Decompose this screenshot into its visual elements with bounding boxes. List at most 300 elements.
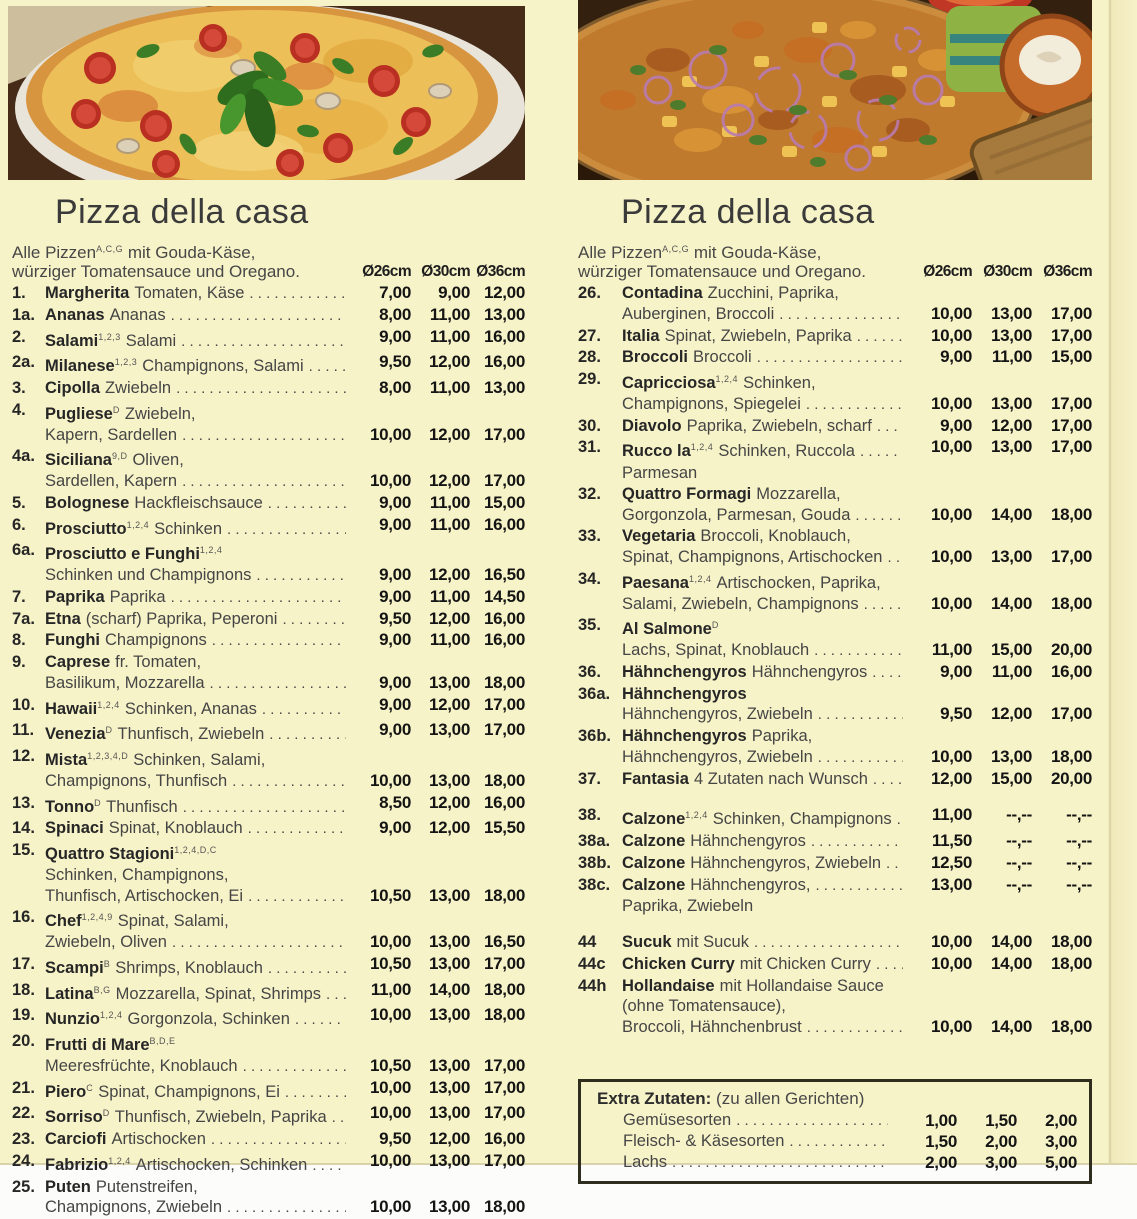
menu-item-line	[578, 463, 1092, 484]
item-text	[45, 865, 351, 886]
dot-leader	[183, 798, 346, 819]
item-text	[45, 720, 351, 746]
item-description: Gemüsesorten	[623, 1110, 732, 1129]
item-name: Latina$^{B,G}$	[45, 984, 111, 1003]
item-price: 12,50	[930, 852, 972, 872]
menu-item-line	[593, 1131, 1077, 1152]
item-name: Prosciutto e Funghi$^{1,2,4}$	[45, 545, 223, 564]
item-name: Ananas	[45, 305, 105, 324]
menu-item-line	[578, 505, 1092, 527]
dot-leader	[672, 1152, 888, 1173]
item-price: 15,50	[483, 818, 525, 838]
item-text	[45, 954, 351, 980]
menu-item-line	[578, 394, 1092, 416]
menu-item-line	[12, 587, 525, 609]
item-name: Paprika	[45, 587, 105, 606]
item-price	[1032, 896, 1092, 917]
item-price: 10,00	[369, 1005, 411, 1025]
item-text	[622, 662, 908, 684]
item-price: --,--	[1006, 874, 1032, 894]
item-price: 11,00	[991, 661, 1032, 681]
item-number: 21.	[12, 1078, 35, 1097]
item-text	[622, 283, 908, 304]
item-price: 17,00	[1050, 325, 1092, 345]
item-price: 15,00	[990, 768, 1032, 788]
item-description: Champignons, Zwiebeln	[45, 1198, 223, 1217]
item-text	[622, 704, 908, 726]
item-number: 22.	[12, 1104, 35, 1123]
item-price: 17,00	[483, 471, 525, 490]
dot-leader	[171, 588, 346, 609]
menu-item-line	[12, 493, 525, 515]
dot-leader	[182, 426, 346, 447]
allergen-superscript: 1,2,4	[685, 810, 708, 821]
item-price: 9,00	[379, 672, 411, 692]
item-price: 16,00	[483, 630, 525, 650]
item-text	[45, 818, 351, 840]
menu-item-line	[12, 352, 525, 378]
item-number: 2a.	[12, 353, 35, 372]
item-price: 18,00	[483, 1005, 525, 1025]
item-text	[45, 746, 351, 771]
menu-item-line	[12, 446, 525, 471]
item-number	[12, 471, 45, 493]
item-text	[45, 886, 351, 908]
item-description: Champignons, Spiegelei	[622, 394, 801, 413]
extra-box-rows	[593, 1110, 1077, 1173]
menu-item-line	[578, 594, 1092, 616]
item-price: 17,00	[1050, 547, 1092, 566]
item-price	[908, 896, 972, 917]
item-number: 33.	[578, 527, 601, 546]
dot-leader	[181, 332, 346, 353]
menu-item-line	[578, 976, 1092, 997]
item-price: 10,00	[930, 437, 972, 457]
item-price: 18,00	[1050, 1017, 1092, 1036]
item-description: Schinken und Champignons	[45, 566, 252, 584]
item-price: 1,50	[985, 1110, 1017, 1130]
item-number: 14.	[12, 819, 35, 838]
item-text	[45, 932, 351, 954]
item-price: 12,00	[990, 415, 1032, 435]
item-name: Al Salmone$^D$	[622, 620, 719, 639]
item-price: 17,00	[1050, 393, 1092, 413]
item-name: Calzone	[622, 832, 686, 850]
menu-group	[12, 283, 525, 1219]
item-price: 13,00	[990, 547, 1032, 566]
item-price: 9,00	[379, 565, 411, 584]
pizza-photo-left	[8, 6, 525, 180]
item-name: Hawaii$^{1,2,4}$	[45, 699, 120, 718]
item-price: 9,00	[379, 514, 411, 534]
item-price: 11,00	[991, 347, 1032, 367]
subtitle-text: mit Gouda-Käse,	[689, 243, 822, 262]
dot-leader	[872, 663, 903, 684]
dot-leader	[212, 631, 346, 652]
menu-item-line	[578, 684, 1092, 705]
item-price: 10,00	[930, 303, 972, 323]
item-price: 16,00	[483, 352, 525, 372]
menu-item-line	[12, 793, 525, 819]
item-price	[411, 840, 470, 865]
menu-item-line	[12, 886, 525, 908]
item-description: Schinken,	[743, 374, 816, 392]
item-price: 13,00	[483, 378, 525, 397]
item-text	[45, 565, 351, 587]
item-price	[908, 684, 972, 705]
item-price: 12,00	[990, 704, 1032, 724]
item-price	[1032, 484, 1092, 505]
item-description: Schinken, Ananas	[124, 699, 257, 718]
dot-leader	[818, 705, 903, 726]
item-price	[972, 684, 1032, 705]
item-number: 1.	[12, 284, 26, 302]
item-price	[908, 369, 972, 394]
item-description: Schinken, Champignons,	[45, 865, 229, 884]
item-description: Lachs, Spinat, Knoblauch	[622, 641, 810, 659]
item-name: Margherita	[45, 284, 130, 302]
item-description: Schinken, Ruccola	[718, 442, 855, 461]
item-price	[470, 907, 525, 932]
item-price: 13,00	[990, 746, 1032, 766]
allergen-superscript: D	[112, 404, 120, 415]
item-number: 6a.	[12, 541, 35, 560]
item-price	[411, 540, 470, 565]
item-description: Mozzarella, Spinat, Shrimps	[115, 984, 322, 1003]
item-price	[470, 446, 525, 471]
item-price	[411, 446, 470, 471]
item-price	[351, 540, 411, 565]
subtitle-text: mit Gouda-Käse,	[123, 243, 256, 262]
item-price	[411, 746, 470, 771]
item-name: Cipolla	[45, 379, 101, 397]
item-price: --,--	[1006, 805, 1032, 825]
item-price: 12,00	[428, 565, 470, 584]
item-price	[1032, 369, 1092, 394]
margherita-pizza-image	[8, 6, 525, 180]
item-number: 37.	[578, 769, 601, 788]
menu-item-line	[12, 327, 525, 353]
item-text	[45, 793, 351, 819]
item-price: 12,00	[428, 608, 470, 628]
item-price: 18,00	[483, 672, 525, 692]
item-number: 36b.	[578, 727, 612, 745]
menu-item-line	[12, 932, 525, 954]
item-number	[578, 547, 622, 569]
item-number	[578, 896, 622, 917]
item-price: 10,00	[930, 325, 972, 345]
item-price: 20,00	[1050, 640, 1092, 659]
size-header-36cm: Ø36cm	[1043, 263, 1092, 280]
item-number: 30.	[578, 416, 601, 435]
menu-item-line	[12, 840, 525, 865]
item-price: 18,00	[1050, 932, 1092, 951]
allergen-superscript: C	[86, 1082, 94, 1093]
item-name: Broccoli	[622, 348, 689, 367]
onion-pineapple-pizza-image	[578, 0, 1092, 180]
item-text	[45, 652, 351, 673]
allergen-superscript: 1,2,4	[126, 519, 150, 530]
item-price	[351, 446, 411, 471]
menu-item-line	[12, 1005, 525, 1031]
item-price: 13,00	[930, 874, 972, 894]
item-text	[45, 673, 351, 695]
item-price	[1032, 615, 1092, 640]
item-price: 16,00	[483, 514, 525, 534]
allergen-superscript: 1,2,4	[100, 1010, 123, 1021]
item-price: 14,00	[990, 593, 1032, 613]
menu-item-line	[578, 726, 1092, 747]
item-price: 18,00	[483, 979, 525, 999]
dot-leader	[182, 472, 346, 493]
item-text	[45, 1078, 351, 1104]
item-description: Meeresfrüchte, Knoblauch	[45, 1056, 238, 1075]
menu-item-line	[12, 1078, 525, 1104]
item-number	[12, 771, 45, 793]
dot-leader	[282, 610, 346, 631]
item-name: Salami$^{1,2,3}$	[45, 331, 121, 350]
item-number: 9.	[12, 653, 26, 671]
item-price	[351, 652, 411, 673]
item-description: Hähnchengyros,	[690, 875, 811, 894]
allergen-superscript: 1,2,4,9	[81, 912, 113, 923]
item-text	[45, 1031, 351, 1056]
item-description: Spinat, Champignons, Artischocken	[622, 548, 883, 566]
item-text	[45, 471, 351, 493]
item-price: 10,00	[930, 547, 972, 566]
menu-item-line	[12, 652, 525, 673]
item-number: 31.	[578, 438, 601, 457]
item-text	[622, 416, 908, 438]
item-text	[45, 609, 351, 631]
item-price: --,--	[1006, 852, 1032, 872]
item-text	[622, 505, 908, 527]
menu-item-line	[578, 896, 1092, 917]
item-number	[578, 747, 622, 769]
menu-subtitle	[578, 240, 1092, 281]
item-price: 11,00	[370, 979, 411, 999]
item-name: Hähnchengyros	[622, 662, 747, 681]
item-price	[1032, 283, 1092, 304]
item-price: 10,00	[369, 471, 411, 490]
menu-item-line	[12, 720, 525, 746]
item-price	[972, 369, 1032, 394]
item-price: 1,50	[925, 1131, 957, 1151]
item-description: Basilikum, Mozzarella	[45, 673, 205, 692]
item-price: 13,00	[990, 393, 1032, 413]
item-text	[622, 853, 908, 875]
item-text	[622, 394, 908, 416]
item-text	[45, 980, 351, 1006]
item-number	[578, 394, 622, 416]
item-number: 36.	[578, 662, 601, 681]
item-price: 10,50	[369, 953, 411, 973]
menu-item-line	[12, 1177, 525, 1198]
item-description: Spinat, Salami,	[117, 912, 229, 931]
item-number: 23.	[12, 1130, 35, 1148]
item-price: 15,00	[1050, 347, 1092, 367]
dot-leader	[857, 327, 903, 348]
item-text	[622, 831, 908, 853]
item-number	[578, 505, 622, 527]
item-number	[12, 565, 45, 587]
item-text	[45, 1103, 351, 1129]
menu-item-line	[578, 437, 1092, 463]
menu-item-line	[578, 304, 1092, 326]
menu-item-line	[12, 378, 525, 400]
allergen-superscript: 1,2,4	[97, 699, 120, 710]
item-number	[578, 304, 622, 326]
menu-item-line	[12, 865, 525, 886]
item-price: 9,00	[379, 630, 411, 650]
menu-item-line	[12, 400, 525, 425]
item-price: 7,00	[379, 283, 411, 302]
item-price	[411, 1177, 470, 1198]
item-description: Artischocken, Paprika,	[716, 573, 881, 592]
item-price: 14,00	[990, 953, 1032, 973]
item-price: 17,00	[483, 424, 525, 444]
item-name: Caprese	[45, 653, 111, 671]
item-text	[622, 463, 908, 484]
item-text	[45, 378, 351, 400]
item-price: 16,00	[1050, 661, 1092, 681]
item-price	[908, 283, 972, 304]
item-price: 16,50	[483, 565, 525, 584]
item-price: 18,00	[483, 770, 525, 790]
item-text	[622, 726, 908, 747]
dot-leader	[818, 748, 903, 769]
item-name: Milanese$^{1,2,3}$	[45, 357, 138, 376]
dot-leader	[285, 1083, 346, 1104]
item-description: Salami, Zwiebeln, Champignons	[622, 594, 859, 613]
item-number: 18.	[12, 980, 35, 999]
item-text	[622, 747, 908, 769]
item-description: Broccoli	[693, 348, 752, 367]
item-text	[622, 684, 908, 705]
paper-edge-shading	[1112, 0, 1137, 1163]
dot-leader	[806, 395, 903, 416]
item-description: fr. Tomaten,	[115, 653, 202, 671]
item-number: 6.	[12, 515, 26, 534]
item-price	[411, 865, 470, 886]
menu-item-line	[578, 769, 1092, 791]
allergen-superscript: B,G	[93, 984, 111, 995]
item-price: 16,00	[483, 608, 525, 628]
dot-leader	[779, 305, 903, 326]
item-name: Vegetaria	[622, 527, 696, 546]
item-text	[622, 932, 908, 954]
item-price: 13,00	[990, 303, 1032, 323]
item-price: 13,00	[990, 437, 1032, 457]
menu-item-line	[578, 369, 1092, 394]
menu-item-line	[578, 932, 1092, 954]
item-description: Hähnchengyros, Zwiebeln	[622, 705, 813, 724]
menu-column-left	[12, 192, 525, 1219]
item-description: Zucchini, Paprika,	[707, 284, 839, 302]
dot-leader	[877, 417, 903, 438]
item-description: Lachs	[623, 1152, 668, 1171]
item-price	[351, 1177, 411, 1198]
item-name: Bolognese	[45, 493, 130, 512]
item-price	[972, 569, 1032, 594]
menu-item-line	[12, 954, 525, 980]
item-price: 14,00	[428, 979, 470, 999]
item-name: Tonno$^D$	[45, 797, 102, 816]
item-description: Schinken, Champignons	[712, 810, 892, 829]
item-description: Putenstreifen,	[95, 1177, 198, 1196]
item-price: 11,00	[429, 326, 470, 346]
size-header-30cm: Ø30cm	[983, 263, 1032, 280]
item-price: 12,00	[428, 694, 470, 714]
item-price	[908, 569, 972, 594]
menu-item-line	[12, 471, 525, 493]
menu-item-line	[12, 1103, 525, 1129]
dot-leader	[227, 520, 346, 541]
item-name: Chicken Curry	[622, 954, 735, 973]
item-text	[622, 896, 908, 917]
item-name: Siciliana$^{9,D}$	[45, 451, 128, 470]
menu-item-line	[578, 283, 1092, 304]
item-price: 9,00	[379, 720, 411, 740]
item-description: Hähnchengyros	[690, 832, 806, 850]
menu-item-line	[578, 640, 1092, 662]
item-price: 13,00	[483, 304, 525, 324]
item-text	[45, 587, 351, 609]
item-name: Funghi	[45, 631, 100, 650]
item-name: Etna	[45, 609, 81, 628]
item-price	[470, 1177, 525, 1198]
dot-leader	[811, 832, 903, 853]
item-price	[972, 484, 1032, 505]
extra-toppings-box	[578, 1079, 1092, 1184]
item-price: 10,00	[369, 1150, 411, 1170]
item-price: 10,50	[369, 1055, 411, 1075]
menu-item-line	[578, 831, 1092, 853]
item-price: 1,00	[925, 1110, 957, 1130]
item-number	[593, 1131, 623, 1152]
item-price	[470, 865, 525, 886]
item-description: Paprika, Zwiebeln	[622, 897, 754, 916]
menu-groups	[578, 283, 1092, 1039]
item-price: 13,00	[428, 1005, 470, 1025]
menu-column-right	[578, 192, 1092, 1184]
item-price: 11,00	[429, 514, 470, 534]
item-description: Hähnchengyros	[751, 662, 868, 681]
item-price: 11,00	[429, 304, 470, 324]
item-description: Zwiebeln	[105, 379, 172, 397]
subtitle-text: würziger Tomatensauce und Oregano.	[578, 262, 866, 281]
item-description: Thunfisch, Artischocken, Ei	[45, 886, 244, 905]
size-header-26cm: Ø26cm	[362, 263, 411, 280]
item-name: Fantasia	[622, 769, 689, 788]
dot-leader	[256, 566, 346, 587]
dot-leader	[172, 933, 346, 954]
item-price: 11,00	[429, 630, 470, 650]
item-description: Paprika	[109, 587, 166, 606]
item-number: 3.	[12, 379, 26, 397]
item-text	[45, 695, 351, 721]
item-price	[1032, 996, 1092, 1017]
item-price: 13,00	[428, 953, 470, 973]
item-price: 2,00	[1045, 1110, 1077, 1130]
item-text	[622, 526, 908, 547]
menu-item-line	[12, 540, 525, 565]
item-price: 17,00	[483, 1077, 525, 1097]
item-number: 2.	[12, 327, 26, 346]
item-number: 29.	[578, 370, 601, 388]
allergen-superscript: 9,D	[111, 451, 128, 462]
item-number: 44c	[578, 954, 606, 973]
